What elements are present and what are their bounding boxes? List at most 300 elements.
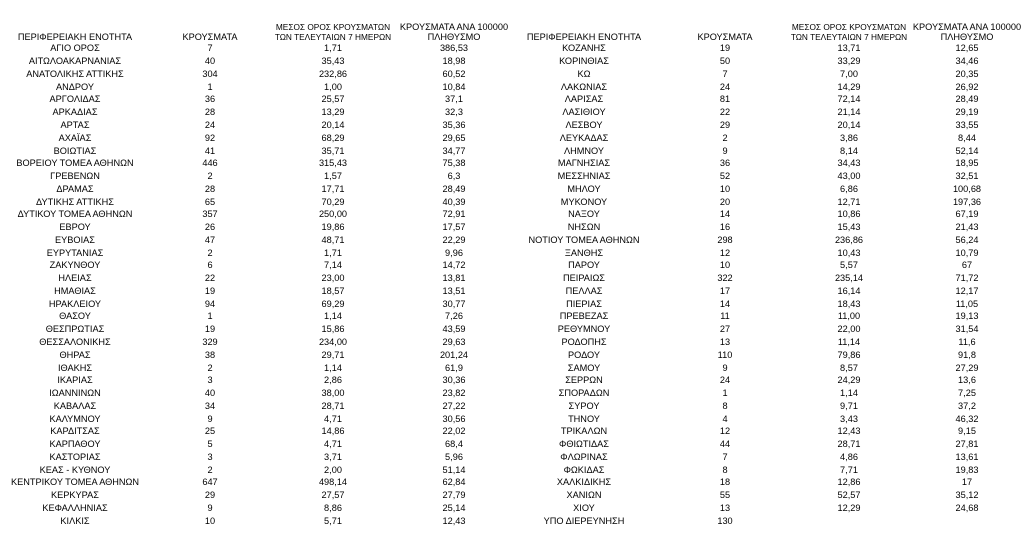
table-row xyxy=(506,502,1024,515)
avg-7day-cell: 17,71 xyxy=(321,183,345,194)
table-row xyxy=(506,221,1024,234)
table-row xyxy=(0,80,512,93)
region-cell: ΜΕΣΣΗΝΙΑΣ xyxy=(557,171,611,182)
avg-7day-cell: 236,86 xyxy=(834,234,864,245)
per-100000-cell: 40,39 xyxy=(442,196,466,207)
region-cell: ΚΩ xyxy=(577,68,591,79)
avg-7day-cell: 11,00 xyxy=(837,311,861,322)
avg-7day-cell: 1,14 xyxy=(324,362,342,373)
header-per-100000 xyxy=(910,0,1024,42)
region-cell: ΧΙΟΥ xyxy=(573,502,595,513)
cases-cell: 27 xyxy=(719,324,731,335)
region-cell: ΚΟΡΙΝΘΙΑΣ xyxy=(559,56,609,67)
region-cell: ΛΑΣΙΘΙΟΥ xyxy=(562,107,606,118)
header-region: ΠΕΡΙΦΕΡΕΙΑΚΗ ΕΝΟΤΗΤΑ xyxy=(526,32,642,42)
cases-cell: 12 xyxy=(719,247,731,258)
region-cell: ΘΕΣΣΑΛΟΝΙΚΗΣ xyxy=(39,336,111,347)
avg-7day-cell: 2,86 xyxy=(324,375,342,386)
cases-cell: 38 xyxy=(204,349,216,360)
header-7day-average xyxy=(788,0,910,42)
region-cell: ΗΛΕΙΑΣ xyxy=(58,273,92,284)
region-cell: ΑΓΙΟ ΟΡΟΣ xyxy=(50,43,100,54)
per-100000-cell: 13,6 xyxy=(958,375,976,386)
cases-cell: 1 xyxy=(207,311,213,322)
avg-7day-cell: 18,43 xyxy=(837,298,861,309)
region-cell: ΝΟΤΙΟΥ ΤΟΜΕΑ ΑΘΗΝΩΝ xyxy=(528,234,640,245)
avg-7day-cell: 24,29 xyxy=(837,375,861,386)
region-cell: ΙΩΑΝΝΙΝΩΝ xyxy=(49,388,101,399)
region-cell: ΗΡΑΚΛΕΙΟΥ xyxy=(48,298,102,309)
table-row xyxy=(506,144,1024,157)
region-cell: ΘΑΣΟΥ xyxy=(59,311,91,322)
cases-cell: 19 xyxy=(204,285,216,296)
table-row xyxy=(506,68,1024,81)
region-cell: ΕΒΡΟΥ xyxy=(59,222,91,233)
cases-cell: 13 xyxy=(719,336,731,347)
region-cell: ΠΡΕΒΕΖΑΣ xyxy=(559,311,609,322)
table-row xyxy=(506,131,1024,144)
region-cell: ΚΟΖΑΝΗΣ xyxy=(562,43,606,54)
per-100000-cell: 18,98 xyxy=(442,56,466,67)
cases-cell: 41 xyxy=(204,145,216,156)
per-100000-cell: 35,12 xyxy=(955,490,979,501)
region-cell: ΚΕΦΑΛΛΗΝΙΑΣ xyxy=(42,502,108,513)
table-row xyxy=(0,157,512,170)
table-row xyxy=(0,233,512,246)
table-row xyxy=(506,323,1024,336)
cases-cell: 16 xyxy=(719,222,731,233)
per-100000-cell: 56,24 xyxy=(955,234,979,245)
avg-7day-cell: 250,00 xyxy=(318,209,348,220)
per-100000-cell: 27,79 xyxy=(442,490,466,501)
per-100000-cell: 29,63 xyxy=(442,336,466,347)
cases-cell: 52 xyxy=(719,171,731,182)
cases-cell: 36 xyxy=(204,94,216,105)
avg-7day-cell: 5,57 xyxy=(840,260,858,271)
per-100000-cell: 75,38 xyxy=(442,158,466,169)
per-100000-cell: 72,91 xyxy=(442,209,466,220)
per-100000-cell: 201,24 xyxy=(439,349,469,360)
avg-7day-cell: 22,00 xyxy=(837,324,861,335)
avg-7day-cell: 15,86 xyxy=(321,324,345,335)
avg-7day-cell: 52,57 xyxy=(837,490,861,501)
per-100000-cell: 46,32 xyxy=(955,413,979,424)
avg-7day-cell: 234,00 xyxy=(318,336,348,347)
region-cell: ΚΕΝΤΡΙΚΟΥ ΤΟΜΕΑ ΑΘΗΝΩΝ xyxy=(10,477,140,488)
region-cell: ΛΑΡΙΣΑΣ xyxy=(564,94,604,105)
per-100000-cell: 91,8 xyxy=(958,349,976,360)
table-row xyxy=(506,259,1024,272)
per-100000-cell: 67 xyxy=(961,260,973,271)
table-row xyxy=(506,42,1024,55)
avg-7day-cell: 9,71 xyxy=(840,400,858,411)
table-row xyxy=(0,106,512,119)
cases-cell: 50 xyxy=(719,56,731,67)
per-100000-cell: 7,25 xyxy=(958,388,976,399)
table-row xyxy=(0,323,512,336)
cases-cell: 47 xyxy=(204,234,216,245)
avg-7day-cell: 232,86 xyxy=(318,68,348,79)
header-per-100000 xyxy=(396,0,512,42)
table-row xyxy=(506,336,1024,349)
region-cell: ΒΟΙΩΤΙΑΣ xyxy=(53,145,97,156)
region-cell: ΣΠΟΡΑΔΩΝ xyxy=(558,388,610,399)
region-cell: ΜΑΓΝΗΣΙΑΣ xyxy=(557,158,611,169)
region-cell: ΝΑΞΟΥ xyxy=(568,209,600,220)
cases-cell: 130 xyxy=(717,515,733,526)
region-cell: ΤΗΝΟΥ xyxy=(568,413,600,424)
table-row xyxy=(0,438,512,451)
header-per-line1: ΚΡΟΥΣΜΑΤΑ ΑΝΑ 100000 xyxy=(912,22,1022,32)
region-cell: ΚΕΡΚΥΡΑΣ xyxy=(51,490,99,501)
cases-cell: 322 xyxy=(717,273,733,284)
per-100000-cell: 386,53 xyxy=(439,43,469,54)
cases-cell: 10 xyxy=(204,515,216,526)
table-row xyxy=(506,463,1024,476)
avg-7day-cell: 13,71 xyxy=(837,43,861,54)
avg-7day-cell: 25,57 xyxy=(321,94,345,105)
region-cell: ΑΧΑΪΑΣ xyxy=(58,132,92,143)
per-100000-cell: 22,02 xyxy=(442,426,466,437)
region-cell: ΔΥΤΙΚΟΥ ΤΟΜΕΑ ΑΘΗΝΩΝ xyxy=(17,209,133,220)
per-100000-cell: 197,36 xyxy=(952,196,982,207)
table-row xyxy=(506,412,1024,425)
table-row xyxy=(0,55,512,68)
per-100000-cell: 31,54 xyxy=(955,324,979,335)
region-cell: ΚΑΛΥΜΝΟΥ xyxy=(49,413,101,424)
cases-cell: 7 xyxy=(722,68,728,79)
avg-7day-cell: 2,00 xyxy=(324,464,342,475)
avg-7day-cell: 8,14 xyxy=(840,145,858,156)
per-100000-cell: 23,82 xyxy=(442,388,466,399)
table-row xyxy=(0,297,512,310)
cases-cell: 40 xyxy=(204,56,216,67)
cases-cell: 92 xyxy=(204,132,216,143)
per-100000-cell: 67,19 xyxy=(955,209,979,220)
table-row xyxy=(0,489,512,502)
region-cell: ΜΗΛΟΥ xyxy=(567,183,601,194)
per-100000-cell: 62,84 xyxy=(442,477,466,488)
per-100000-cell: 27,29 xyxy=(955,362,979,373)
cases-cell: 647 xyxy=(202,477,218,488)
region-cell: ΠΕΙΡΑΙΩΣ xyxy=(563,273,605,284)
table-row xyxy=(0,425,512,438)
region-cell: ΚΕΑΣ - ΚΥΘΝΟΥ xyxy=(39,464,111,475)
header-per-line2: ΠΛΗΘΥΣΜΟ xyxy=(940,32,994,42)
avg-7day-cell: 38,00 xyxy=(321,388,345,399)
header-per-line2: ΠΛΗΘΥΣΜΟ xyxy=(427,32,481,42)
table-row xyxy=(506,361,1024,374)
avg-7day-cell: 16,14 xyxy=(837,285,861,296)
table-row xyxy=(0,195,512,208)
cases-table-left xyxy=(0,0,512,527)
avg-7day-cell: 35,43 xyxy=(321,56,345,67)
avg-7day-cell: 4,86 xyxy=(840,451,858,462)
cases-cell: 11 xyxy=(720,311,730,322)
cases-cell: 24 xyxy=(719,81,731,92)
table-row xyxy=(506,297,1024,310)
table-row xyxy=(0,131,512,144)
header-avg-line1: ΜΕΣΟΣ ΟΡΟΣ ΚΡΟΥΣΜΑΤΩΝ xyxy=(791,22,907,32)
table-row xyxy=(0,463,512,476)
region-cell: ΣΥΡΟΥ xyxy=(568,400,600,411)
table-row xyxy=(0,412,512,425)
header-cases: ΚΡΟΥΣΜΑΤΑ xyxy=(697,32,753,42)
per-100000-cell: 61,9 xyxy=(445,362,463,373)
region-cell: ΙΚΑΡΙΑΣ xyxy=(57,375,93,386)
cases-cell: 12 xyxy=(719,426,731,437)
per-100000-cell: 33,55 xyxy=(955,119,979,130)
avg-7day-cell: 19,86 xyxy=(321,222,345,233)
per-100000-cell xyxy=(910,514,1024,527)
cases-cell: 20 xyxy=(719,196,731,207)
per-100000-cell: 9,15 xyxy=(958,426,976,437)
avg-7day-cell: 7,14 xyxy=(324,260,342,271)
cases-cell: 28 xyxy=(204,183,216,194)
header-avg-line1: ΜΕΣΟΣ ΟΡΟΣ ΚΡΟΥΣΜΑΤΩΝ xyxy=(275,22,391,32)
table-row xyxy=(506,272,1024,285)
per-100000-cell: 43,59 xyxy=(442,324,466,335)
per-100000-cell: 37,2 xyxy=(958,400,976,411)
cases-cell: 10 xyxy=(719,183,731,194)
region-cell: ΘΗΡΑΣ xyxy=(59,349,91,360)
avg-7day-cell: 8,57 xyxy=(840,362,858,373)
cases-cell: 8 xyxy=(722,464,728,475)
avg-7day-cell: 13,29 xyxy=(321,107,345,118)
avg-7day-cell: 43,00 xyxy=(837,171,861,182)
table-row xyxy=(506,399,1024,412)
cases-cell: 2 xyxy=(207,362,213,373)
per-100000-cell: 100,68 xyxy=(952,183,982,194)
avg-7day-cell: 18,57 xyxy=(321,285,345,296)
region-cell: ΡΟΔΟΠΗΣ xyxy=(561,336,607,347)
per-100000-cell: 6,3 xyxy=(447,171,461,182)
region-cell: ΦΘΙΩΤΙΔΑΣ xyxy=(558,439,609,450)
avg-7day-cell: 4,71 xyxy=(324,439,342,450)
table-row xyxy=(0,182,512,195)
header-cases: ΚΡΟΥΣΜΑΤΑ xyxy=(182,32,238,42)
avg-7day-cell: 12,43 xyxy=(837,426,861,437)
per-100000-cell: 35,36 xyxy=(442,119,466,130)
region-cell: ΕΥΡΥΤΑΝΙΑΣ xyxy=(46,247,104,258)
avg-7day-cell: 28,71 xyxy=(837,439,861,450)
per-100000-cell: 13,81 xyxy=(442,273,466,284)
cases-cell: 7 xyxy=(722,451,728,462)
avg-7day-cell: 27,57 xyxy=(321,490,345,501)
region-cell: ΧΑΛΚΙΔΙΚΗΣ xyxy=(556,477,612,488)
cases-cell: 329 xyxy=(202,336,218,347)
per-100000-cell: 68,4 xyxy=(445,439,463,450)
avg-7day-cell: 1,57 xyxy=(324,171,342,182)
per-100000-cell: 71,72 xyxy=(955,273,979,284)
per-100000-cell: 51,14 xyxy=(442,464,466,475)
avg-7day-cell: 3,71 xyxy=(324,451,342,462)
per-100000-cell: 27,81 xyxy=(955,439,979,450)
avg-7day-cell: 20,14 xyxy=(837,119,861,130)
avg-7day-cell: 34,43 xyxy=(837,158,861,169)
table-row xyxy=(506,425,1024,438)
cases-cell: 28 xyxy=(204,107,216,118)
cases-cell: 65 xyxy=(204,196,216,207)
region-cell: ΡΕΘΥΜΝΟΥ xyxy=(557,324,611,335)
table-row xyxy=(0,374,512,387)
table-row xyxy=(0,208,512,221)
per-100000-cell: 10,79 xyxy=(955,247,979,258)
region-cell: ΕΥΒΟΙΑΣ xyxy=(55,234,95,245)
region-cell: ΛΗΜΝΟΥ xyxy=(563,145,605,156)
per-100000-cell: 28,49 xyxy=(955,94,979,105)
table-row xyxy=(506,476,1024,489)
region-cell: ΝΗΣΩΝ xyxy=(567,222,601,233)
cases-cell: 24 xyxy=(204,119,216,130)
cases-cell: 1 xyxy=(722,388,728,399)
region-cell: ΘΕΣΠΡΩΤΙΑΣ xyxy=(45,324,105,335)
per-100000-cell: 34,46 xyxy=(955,56,979,67)
cases-cell: 17 xyxy=(719,285,731,296)
table-row xyxy=(506,208,1024,221)
per-100000-cell: 25,14 xyxy=(442,502,466,513)
table-row xyxy=(0,451,512,464)
per-100000-cell: 32,3 xyxy=(445,107,463,118)
cases-cell: 7 xyxy=(207,43,213,54)
avg-7day-cell: 11,14 xyxy=(837,336,861,347)
cases-cell: 25 xyxy=(204,426,216,437)
avg-7day-cell: 35,71 xyxy=(321,145,345,156)
avg-7day-cell: 315,43 xyxy=(318,158,348,169)
table-row xyxy=(506,170,1024,183)
region-cell: ΛΕΣΒΟΥ xyxy=(565,119,603,130)
region-cell: ΖΑΚΥΝΘΟΥ xyxy=(49,260,101,271)
cases-cell: 44 xyxy=(719,439,731,450)
per-100000-cell: 24,68 xyxy=(955,502,979,513)
cases-cell: 357 xyxy=(202,209,218,220)
table-row xyxy=(0,170,512,183)
avg-7day-cell: 12,86 xyxy=(837,477,861,488)
per-100000-cell: 26,92 xyxy=(955,81,979,92)
cases-cell: 6 xyxy=(207,260,213,271)
avg-7day-cell: 72,14 xyxy=(837,94,861,105)
avg-7day-cell: 29,71 xyxy=(321,349,345,360)
cases-cell: 19 xyxy=(719,43,731,54)
avg-7day-cell: 4,71 xyxy=(324,413,342,424)
per-100000-cell: 14,72 xyxy=(442,260,466,271)
table-row xyxy=(506,119,1024,132)
avg-7day-cell: 1,14 xyxy=(840,388,858,399)
cases-cell: 13 xyxy=(719,502,731,513)
avg-7day-cell: 3,86 xyxy=(840,132,858,143)
table-row xyxy=(0,221,512,234)
table-row xyxy=(0,68,512,81)
cases-cell: 2 xyxy=(207,464,213,475)
per-100000-cell: 52,14 xyxy=(955,145,979,156)
per-100000-cell: 17,57 xyxy=(442,222,466,233)
table-row xyxy=(0,246,512,259)
avg-7day-cell: 3,43 xyxy=(840,413,858,424)
region-cell: ΠΙΕΡΙΑΣ xyxy=(566,298,602,309)
table-row xyxy=(506,93,1024,106)
cases-cell: 3 xyxy=(207,375,213,386)
region-cell: ΔΥΤΙΚΗΣ ΑΤΤΙΚΗΣ xyxy=(36,196,114,207)
cases-cell: 2 xyxy=(207,171,213,182)
cases-cell: 2 xyxy=(207,247,213,258)
avg-7day-cell: 498,14 xyxy=(318,477,348,488)
table-row xyxy=(0,514,512,527)
table-row xyxy=(0,476,512,489)
cases-cell: 4 xyxy=(722,413,728,424)
table-row xyxy=(506,489,1024,502)
cases-cell: 9 xyxy=(722,145,728,156)
table-row xyxy=(506,157,1024,170)
cases-cell: 3 xyxy=(207,451,213,462)
cases-cell: 8 xyxy=(722,400,728,411)
table-row xyxy=(506,451,1024,464)
region-cell: ΚΙΛΚΙΣ xyxy=(60,515,90,526)
cases-cell: 34 xyxy=(204,400,216,411)
avg-7day-cell: 28,71 xyxy=(321,400,345,411)
avg-7day-cell: 1,00 xyxy=(324,81,342,92)
avg-7day-cell: 20,14 xyxy=(321,119,345,130)
per-100000-cell: 37,1 xyxy=(445,94,463,105)
table-row xyxy=(0,119,512,132)
per-100000-cell: 22,29 xyxy=(442,234,466,245)
avg-7day-cell: 7,71 xyxy=(840,464,858,475)
avg-7day-cell: 1,71 xyxy=(324,43,342,54)
region-cell: ΛΑΚΩΝΙΑΣ xyxy=(560,81,608,92)
cases-cell: 14 xyxy=(719,209,731,220)
per-100000-cell: 60,52 xyxy=(442,68,466,79)
region-cell: ΑΡΤΑΣ xyxy=(60,119,90,130)
per-100000-cell: 30,56 xyxy=(442,413,466,424)
cases-cell: 26 xyxy=(204,222,216,233)
region-cell: ΚΑΒΑΛΑΣ xyxy=(53,400,97,411)
table-row xyxy=(0,399,512,412)
cases-cell: 10 xyxy=(719,260,731,271)
avg-7day-cell: 69,29 xyxy=(321,298,345,309)
cases-cell: 14 xyxy=(719,298,731,309)
cases-table-right xyxy=(506,0,1024,527)
table-row xyxy=(506,195,1024,208)
per-100000-cell: 18,95 xyxy=(955,158,979,169)
cases-cell: 110 xyxy=(717,349,733,360)
table-row xyxy=(0,272,512,285)
cases-cell: 81 xyxy=(719,94,731,105)
avg-7day-cell: 79,86 xyxy=(837,349,861,360)
region-cell: ΑΡΓΟΛΙΔΑΣ xyxy=(49,94,101,105)
table-row xyxy=(0,285,512,298)
region-cell: ΑΝΑΤΟΛΙΚΗΣ ΑΤΤΙΚΗΣ xyxy=(26,68,124,79)
cases-cell: 446 xyxy=(202,158,218,169)
region-cell: ΑΡΚΑΔΙΑΣ xyxy=(52,107,98,118)
per-100000-cell: 5,96 xyxy=(445,451,463,462)
cases-cell: 5 xyxy=(207,439,213,450)
cases-cell: 9 xyxy=(207,413,213,424)
per-100000-cell: 10,84 xyxy=(442,81,466,92)
avg-7day-cell: 15,43 xyxy=(837,222,861,233)
per-100000-cell: 20,35 xyxy=(955,68,979,79)
per-100000-cell: 29,65 xyxy=(442,132,466,143)
cases-cell: 2 xyxy=(722,132,728,143)
cases-cell: 22 xyxy=(719,107,731,118)
header-per-line1: ΚΡΟΥΣΜΑΤΑ ΑΝΑ 100000 xyxy=(399,22,509,32)
region-cell: ΛΕΥΚΑΔΑΣ xyxy=(559,132,609,143)
cases-cell: 19 xyxy=(204,324,216,335)
table-row xyxy=(0,336,512,349)
avg-7day-cell xyxy=(788,514,910,527)
cases-cell: 9 xyxy=(207,502,213,513)
cases-cell: 22 xyxy=(204,273,216,284)
table-row xyxy=(506,285,1024,298)
avg-7day-cell: 10,86 xyxy=(837,209,861,220)
